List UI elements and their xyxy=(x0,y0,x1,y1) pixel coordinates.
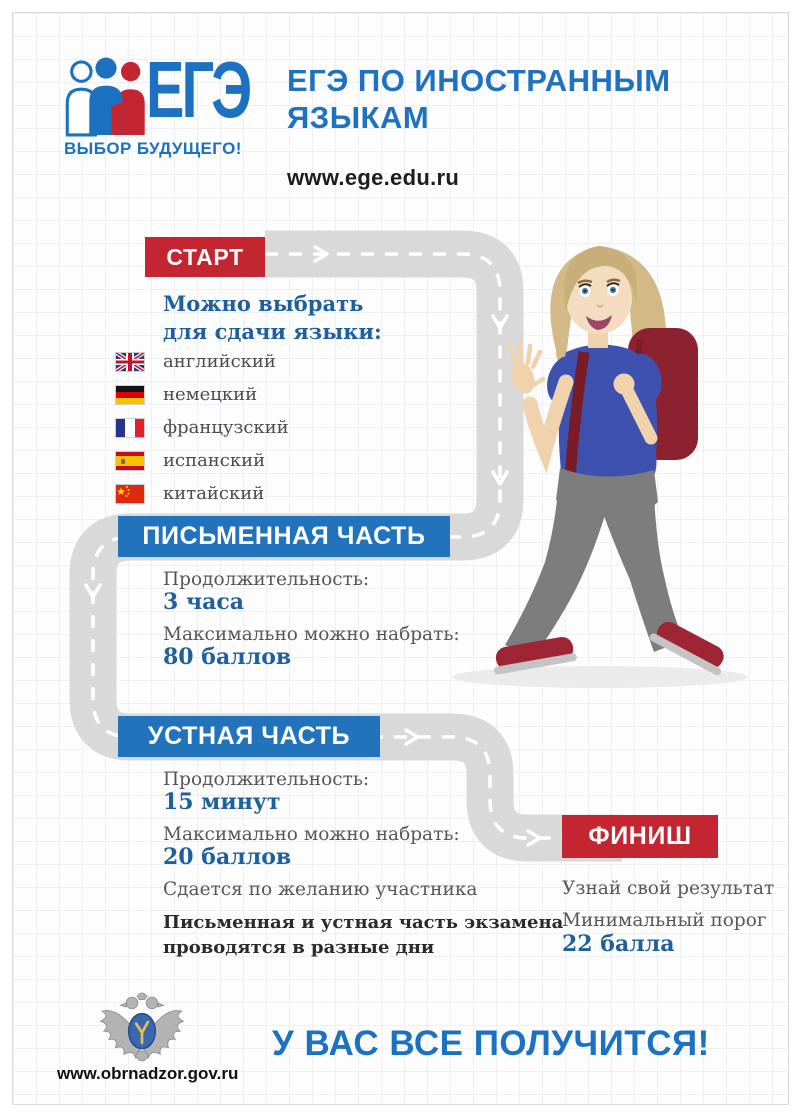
germany-flag-icon xyxy=(115,385,145,405)
written-part-badge: ПИСЬМЕННАЯ ЧАСТЬ xyxy=(118,516,450,557)
finish-threshold-label: Минимальный порог xyxy=(562,910,767,931)
ege-site-url: www.ege.edu.ru xyxy=(287,165,460,190)
footer-slogan: У ВАС ВСЕ ПОЛУЧИТСЯ! xyxy=(272,1024,710,1063)
language-intro-line2: для сдачи языки: xyxy=(163,319,382,344)
written-duration-label: Продолжительность: xyxy=(163,569,370,590)
rosobrnadzor-eagle-emblem-icon xyxy=(92,988,192,1066)
language-intro xyxy=(163,290,382,346)
written-max-value: 80 баллов xyxy=(163,644,292,670)
language-label: немецкий xyxy=(163,384,258,405)
oral-part-badge: УСТНАЯ ЧАСТЬ xyxy=(118,716,380,757)
oral-duration-label: Продолжительность: xyxy=(163,769,370,790)
start-badge: СТАРТ xyxy=(145,237,265,277)
written-max-label: Максимально можно набрать: xyxy=(163,624,460,645)
exam-days-note xyxy=(163,910,563,960)
china-flag-icon xyxy=(115,484,145,504)
finish-badge: ФИНИШ xyxy=(562,815,718,858)
obrnadzor-site-url: www.obrnadzor.gov.ru xyxy=(57,1064,239,1083)
language-row-german xyxy=(115,378,289,411)
logo-tagline: ВЫБОР БУДУЩЕГО! xyxy=(64,139,242,158)
language-label: китайский xyxy=(163,483,265,504)
exam-days-note-line2: проводятся в разные дни xyxy=(163,937,435,958)
ege-logo-people-icon xyxy=(62,54,150,142)
language-list xyxy=(115,345,289,510)
language-label: французский xyxy=(163,417,289,438)
poster-title-line2: ЯЗЫКАМ xyxy=(287,100,430,135)
poster-title-line1: ЕГЭ ПО ИНОСТРАННЫМ xyxy=(287,63,671,98)
spain-flag-icon xyxy=(115,451,145,471)
ege-logo-text: ЕГЭ xyxy=(146,45,250,134)
france-flag-icon xyxy=(115,418,145,438)
oral-duration-value: 15 минут xyxy=(163,789,281,815)
exam-days-note-line1: Письменная и устная часть экзамена xyxy=(163,912,564,933)
poster-title xyxy=(287,62,671,136)
language-row-french xyxy=(115,411,289,444)
uk-flag-icon xyxy=(115,352,145,372)
language-intro-line1: Можно выбрать xyxy=(163,291,364,316)
oral-max-value: 20 баллов xyxy=(163,844,292,870)
written-duration-value: 3 часа xyxy=(163,589,244,615)
finish-result-label: Узнай свой результат xyxy=(562,878,775,899)
language-row-chinese xyxy=(115,477,289,510)
oral-max-label: Максимально можно набрать: xyxy=(163,824,460,845)
language-row-english xyxy=(115,345,289,378)
oral-optional-note: Сдается по желанию участника xyxy=(163,879,478,900)
language-label: испанский xyxy=(163,450,266,471)
language-label: английский xyxy=(163,351,276,372)
finish-threshold-value: 22 балла xyxy=(562,931,675,957)
language-row-spanish xyxy=(115,444,289,477)
